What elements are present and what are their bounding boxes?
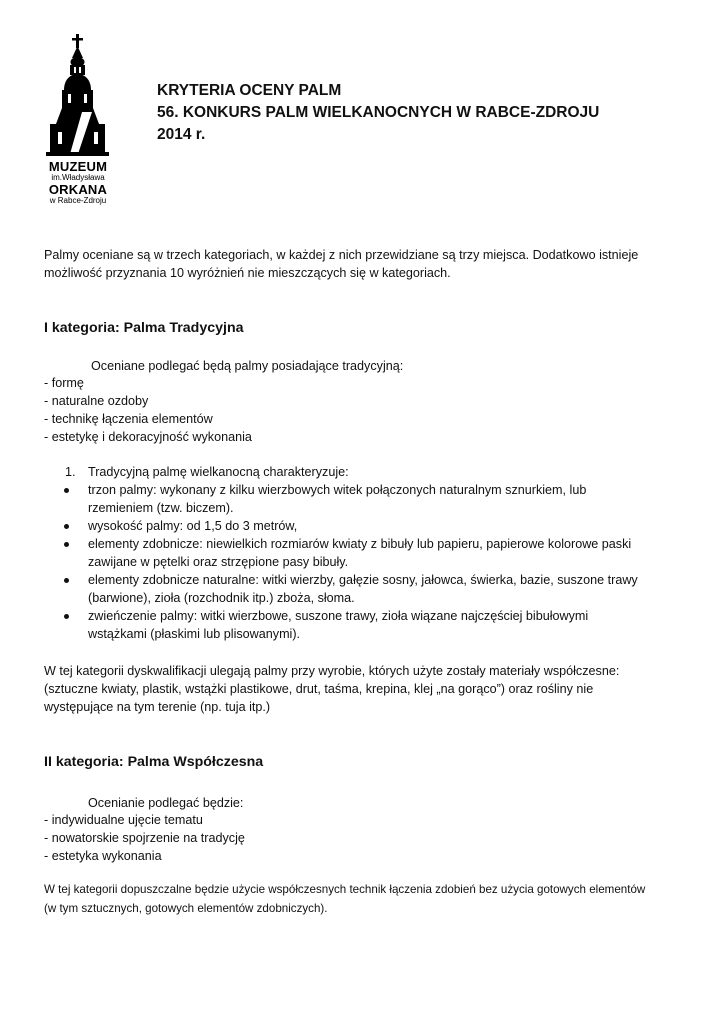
intro-line-1: Palmy oceniane są w trzech kategoriach, w każdej z nich przewidziane są trzy miejsca. Dodatkowo istnieje <box>44 248 639 262</box>
list-item <box>60 535 685 571</box>
title-line-1: KRYTERIA OCENY PALM <box>157 82 342 99</box>
bullet-icon <box>64 614 69 619</box>
cat1-numbered-item <box>65 463 349 481</box>
list-item-line: wstążkami (płaskimi lub plisowanymi). <box>88 627 301 641</box>
note-line: W tej kategorii dopuszczalne będzie użycie współczesnych technik łączenia zdobień bez użycia gotowych elementów <box>44 883 646 896</box>
numbered-marker: 1. <box>65 465 76 479</box>
cat2-criteria <box>44 811 245 865</box>
cat2-criterion: - estetyka wykonania <box>44 849 162 863</box>
logo-line-imie: im.Władysława <box>51 173 105 182</box>
title-line-2: 56. KONKURS PALM WIELKANOCNYCH W RABCE-ZDROJU <box>157 104 600 121</box>
list-item-line: zawijane w pętelki oraz strzępione pasy bibuły. <box>88 555 349 569</box>
cat2-heading: II kategoria: Palma Współczesna <box>44 754 264 770</box>
disq-line: W tej kategorii dyskwalifikacji ulegają palmy przy wyrobie, których użyte zostały materiały współczesne: <box>44 664 620 678</box>
cat2-criterion: - indywidualne ujęcie tematu <box>44 813 203 827</box>
bullet-icon <box>64 488 69 493</box>
bullet-icon <box>64 578 69 583</box>
list-item-line: elementy zdobnicze: niewielkich rozmiarów kwiaty z bibuły lub papieru, papierowe kolorowe paski <box>88 537 632 551</box>
intro-paragraph <box>44 246 684 282</box>
list-item-line: rzemieniem (tzw. biczem). <box>88 501 234 515</box>
logo-line-muzeum: MUZEUM <box>48 159 108 174</box>
church-tower-icon <box>42 32 114 160</box>
cat2-criterion: - nowatorskie spojrzenie na tradycję <box>44 831 245 845</box>
list-item-line: wysokość palmy: od 1,5 do 3 metrów, <box>88 519 298 533</box>
cat1-bullet-list <box>60 481 685 643</box>
museum-logo <box>42 32 114 210</box>
disq-line: występujące na tym terenie (np. tuja itp.) <box>44 700 271 714</box>
disq-line: (sztuczne kwiaty, plastik, wstążki plastikowe, drut, taśma, krepina, klej „na gorąco”) oraz rośliny nie <box>44 682 594 696</box>
logo-line-orkana: ORKANA <box>48 182 108 197</box>
bullet-icon <box>64 542 69 547</box>
list-item <box>60 571 685 607</box>
cat1-criteria <box>44 374 252 446</box>
numbered-text: Tradycyjną palmę wielkanocną charakteryzuje: <box>88 465 349 479</box>
cat1-criterion: - estetykę i dekoracyjność wykonania <box>44 430 252 444</box>
cat1-criterion: - formę <box>44 376 84 390</box>
list-item <box>60 481 685 517</box>
list-item-line: zwieńczenie palmy: witki wierzbowe, suszone trawy, zioła wiązane najczęściej bibułowymi <box>88 609 589 623</box>
cat1-disqualification <box>44 662 684 716</box>
list-item <box>60 607 685 643</box>
cat2-lead: Ocenianie podlegać będzie: <box>88 796 244 810</box>
cat1-criterion: - naturalne ozdoby <box>44 394 149 408</box>
list-item-line: (barwione), zioła (rozchodnik itp.) zboża, słoma. <box>88 591 355 605</box>
cat1-criterion: - technikę łączenia elementów <box>44 412 213 426</box>
list-item-line: trzon palmy: wykonany z kilku wierzbowych witek połączonych naturalnym sznurkiem, lub <box>88 483 587 497</box>
document-title <box>157 80 599 146</box>
logo-line-miasto: w Rabce-Zdroju <box>49 196 107 205</box>
note-line: (w tym sztucznych, gotowych elementów zdobniczych). <box>44 902 328 915</box>
logo-text <box>42 160 114 205</box>
bullet-icon <box>64 524 69 529</box>
cat1-heading: I kategoria: Palma Tradycyjna <box>44 320 244 336</box>
cat1-lead: Oceniane podlegać będą palmy posiadające tradycyjną: <box>91 359 404 373</box>
title-line-3: 2014 r. <box>157 126 206 143</box>
cat2-note <box>44 880 694 918</box>
list-item <box>60 517 685 535</box>
list-item-line: elementy zdobnicze naturalne: witki wierzby, gałęzie sosny, jałowca, świerka, bazie, suszone trawy <box>88 573 638 587</box>
intro-line-2: możliwość przyznania 10 wyróżnień nie mieszczących się w kategoriach. <box>44 266 451 280</box>
